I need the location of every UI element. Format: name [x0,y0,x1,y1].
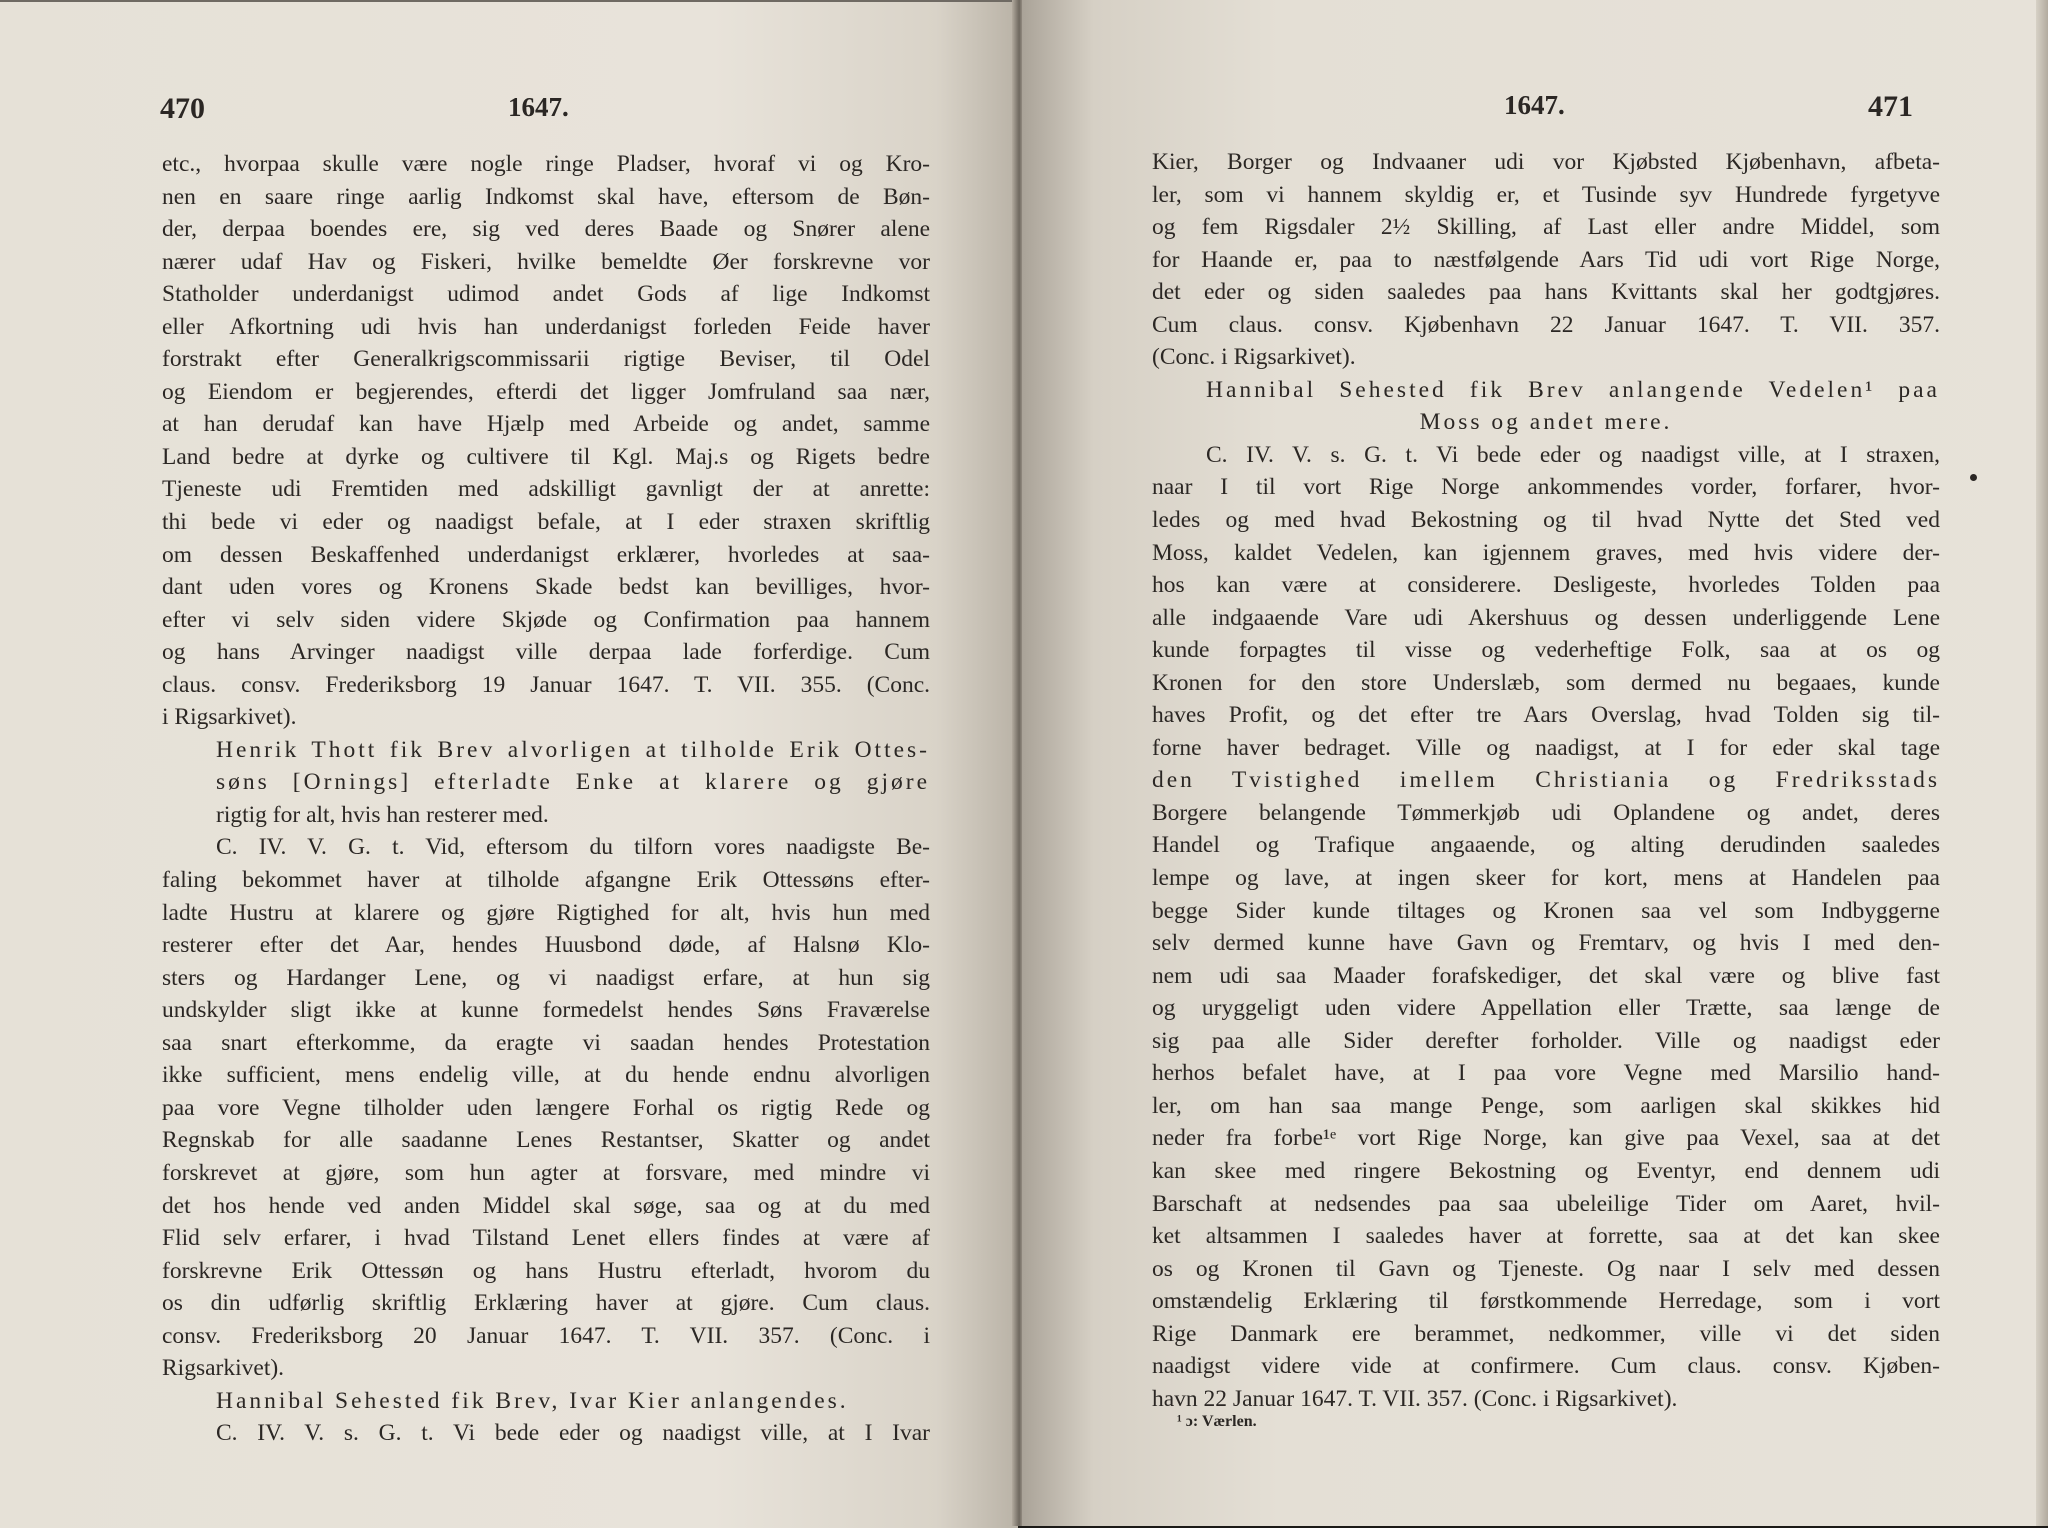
entry-heading: søns [Ornings] efterladte Enke at klarere og gjøre [216,769,930,796]
text-line: ler, om han saa mange Penge, som aarligen skal skikkes hid [1152,1092,1940,1119]
text-line: consv. Frederiksborg 20 Januar 1647. T. VII. 357. (Conc. i [162,1322,930,1349]
text-line: Land bedre at dyrke og cultivere til Kgl. Maj.s og Rigets bedre [162,443,930,470]
text-line: forstrakt efter Generalkrigscommissarii rigtige Beviser, til Odel [162,346,930,373]
text-line: ler, som vi hannem skyldig er, et Tusinde syv Hundrede fyrgetyve [1152,181,1940,208]
text-line: haves Profit, og det efter tre Aars Overslag, hvad Tolden sig til- [1152,702,1940,729]
text-line: og uryggeligt uden videre Appellation eller Trætte, saa længe de [1152,995,1940,1022]
entry-heading: Hannibal Sehested fik Brev anlangende Vedelen¹ paa [1206,376,1940,403]
text-line: i Rigsarkivet). [162,704,297,731]
right-page-body [1152,146,1940,1415]
text-line: faling bekommet haver at tilholde afgangne Erik Ottessøns efter- [162,867,930,894]
text-line: os og Kronen til Gavn og Tjeneste. Og naar I selv med dessen [1152,1255,1940,1282]
text-line: C. IV. V. G. t. Vid, eftersom du tilforn vores naadigste Be- [216,834,930,861]
text-line: os din udførlig skriftlig Erklæring haver at gjøre. Cum claus. [162,1290,930,1317]
text-line: sters og Hardanger Lene, og vi naadigst erfare, at hun sig [162,964,930,991]
right-page [1022,0,2048,1526]
text-line: Barschaft at nedsendes paa saa ubeleilige Tider om Aaret, hvil- [1152,1190,1940,1217]
text-line: etc., hvorpaa skulle være nogle ringe Pladser, hvoraf vi og Kro- [162,151,930,177]
text-line: thi bede vi eder og naadigst befale, at I eder straxen skriftlig [162,509,930,536]
text-line: hos kan være at considerere. Desligeste, hvorledes Tolden paa [1152,572,1940,599]
text-line: begge Sider kunde tiltages og Kronen saa vel som Indbyggerne [1152,897,1940,924]
text-line: kan skee med ringere Bekostning og Eventyr, end dennem udi [1152,1157,1940,1184]
text-line: neder fra forbe¹ᵉ vort Rige Norge, kan give paa Vexel, saa at det [1152,1125,1940,1152]
left-page [0,0,1018,1528]
text-line: saa snart efterkomme, da eragte vi saadan hendes Protestation [162,1029,930,1056]
running-head-right: 1647. [1504,90,1565,120]
text-line: nem udi saa Maader forafskediger, det skal være og blive fast [1152,962,1940,989]
text-line: forne haver bedraget. Ville og naadigst, at I for eder skal tage [1152,734,1940,761]
text-line: undskylder sligt ikke at kunne formedelst hendes Søns Fraværelse [162,997,930,1024]
text-line: Statholder underdanigst udimod andet Gods af lige Indkomst [162,281,930,308]
text-line: nærer udaf Hav og Fiskeri, hvilke bemeldte Øer forskrevne vor [162,248,930,275]
text-line: Cum claus. consv. Kjøbenhavn 22 Januar 1647. T. VII. 357. [1152,311,1940,338]
text-line: C. IV. V. s. G. t. Vi bede eder og naadigst ville, at I Ivar [216,1420,930,1447]
text-line: Rigsarkivet). [162,1355,285,1382]
entry-heading: Henrik Thott fik Brev alvorligen at tilholde Erik Ottes- [216,736,930,763]
text-line: det hos hende ved anden Middel skal søge, saa og at du med [162,1192,930,1219]
text-line: selv dermed kunne have Gavn og Fremtarv, og hvis I med den- [1152,930,1940,957]
text-line: forskrevne Erik Ottessøn og hans Hustru efterladt, hvorom du [162,1257,930,1284]
text-line: forskrevet at gjøre, som hun agter at forsvare, med mindre vi [162,1159,930,1186]
text-line: og Eiendom er begjerendes, efterdi det ligger Jomfruland saa nær, [162,378,930,405]
text-line: ikke sufficient, mens endelig ville, at du hende endnu alvorligen [162,1062,930,1089]
text-line: efter vi selv siden videre Skjøde og Confirmation paa hannem [162,606,930,633]
text-line: om dessen Beskaffenhed underdanigst erklærer, hvorledes at saa- [162,541,930,568]
page-edge [2036,0,2048,1526]
text-line: naar I til vort Rige Norge ankommendes vorder, forfarer, hvor- [1152,474,1940,501]
text-line: havn 22 Januar 1647. T. VII. 357. (Conc. i Rigsarkivet). [1152,1385,1678,1412]
text-line: eller Afkortning udi hvis han underdanigst forleden Feide haver [162,313,930,340]
entry-heading: rigtig for alt, hvis han resterer med. [216,801,549,828]
text-line: C. IV. V. s. G. t. Vi bede eder og naadigst ville, at I straxen, [1206,441,1940,468]
text-line: Borgere belangende Tømmerkjøb udi Oplandene og andet, deres [1152,799,1940,826]
page-number-right: 471 [1868,90,1913,123]
text-line: ladte Hustru at klarere og gjøre Rigtighed for alt, hvis hun med [162,899,930,926]
entry-heading: Moss og andet mere. [1419,409,1673,436]
text-line: og fem Rigsdaler 2½ Skilling, af Last eller andre Middel, som [1152,214,1940,241]
text-line: paa vore Vegne tilholder uden længere Forhal os rigtig Rede og [162,1094,930,1121]
entry-heading: Hannibal Sehested fik Brev, Ivar Kier anlangendes. [216,1387,849,1414]
text-line: dant uden vores og Kronens Skade bedst kan bevilliges, hvor- [162,574,930,601]
text-line: ket altsammen I saaledes haver at forrette, saa at det kan skee [1152,1223,1940,1250]
text-line: claus. consv. Frederiksborg 19 Januar 1647. T. VII. 355. (Conc. [162,671,930,698]
text-line: det eder og siden saaledes paa hans Kvittants skal her godtgjøres. [1152,279,1940,306]
text-line: sig paa alle Sider derefter forholder. Ville og naadigst eder [1152,1027,1940,1054]
text-line: herhos befalet have, at I paa vore Vegne med Marsilio hand- [1152,1060,1940,1087]
text-line: og hans Arvinger naadigst ville derpaa lade forferdige. Cum [162,639,930,666]
text-line: for Haande er, paa to næstfølgende Aars Tid udi vort Rige Norge, [1152,246,1940,273]
running-head-left: 1647. [508,92,569,122]
text-line: alle indgaaende Vare udi Akershuus og dessen underliggende Lene [1152,604,1940,631]
text-line: der, derpaa boendes ere, sig ved deres Baade og Snører alene [162,216,930,243]
text-line: Flid selv erfarer, i hvad Tilstand Lenet ellers findes at være af [162,1225,930,1252]
text-line: kunde forpagtes til visse og vederheftige Folk, saa at os og [1152,637,1940,664]
text-line: Tjeneste udi Fremtiden med adskilligt gavnligt der at anrette: [162,476,930,503]
text-line: nen en saare ringe aarlig Indkomst skal have, eftersom de Bøn- [162,183,930,210]
text-line: ledes og med hvad Bekostning og til hvad Nytte det Sted ved [1152,507,1940,534]
text-line: Regnskab for alle saadanne Lenes Restantser, Skatter og andet [162,1127,930,1154]
page-number-left: 470 [160,92,205,125]
ink-dot [1970,474,1977,481]
text-line: naadigst videre vide at confirmere. Cum claus. consv. Kjøben- [1152,1353,1940,1380]
text-line: resterer efter det Aar, hendes Huusbond døde, af Halsnø Klo- [162,932,930,959]
text-line: (Conc. i Rigsarkivet). [1152,344,1356,371]
text-line: Handel og Trafique angaaende, og alting derudinden saaledes [1152,832,1940,859]
text-line: Rige Danmark ere berammet, nedkommer, ville vi det siden [1152,1320,1940,1347]
left-page-body [162,148,930,1450]
text-line: at han derudaf kan have Hjælp med Arbeide og andet, samme [162,411,930,438]
text-line: Kronen for den store Underslæb, som dermed nu begaaes, kunde [1152,669,1940,696]
text-line: Kier, Borger og Indvaaner udi vor Kjøbsted Kjøbenhavn, afbeta- [1152,149,1940,175]
text-line: den Tvistighed imellem Christiania og Fredriksstads [1152,767,1940,794]
text-line: omstændelig Erklæring til førstkommende Herredage, som i vort [1152,1288,1940,1315]
text-line: Moss, kaldet Vedelen, kan igjennem graves, med hvis videre der- [1152,539,1940,566]
footnote: ¹ ɔ: Værlen. [1177,1413,1257,1430]
text-line: lempe og lave, at ingen skeer for kort, mens at Handelen paa [1152,865,1940,892]
